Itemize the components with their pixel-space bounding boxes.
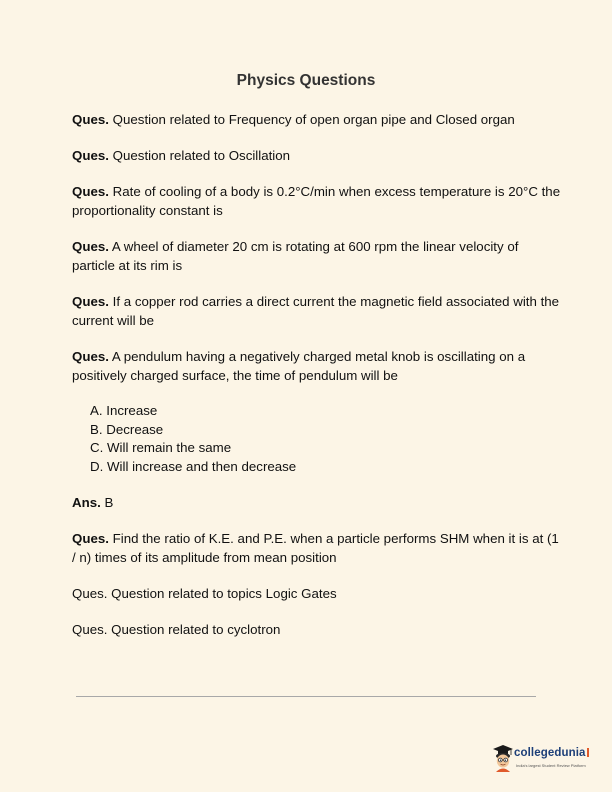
question-text: A pendulum having a negatively charged metal knob is oscillating on a positively charged surface, the time of pendulum will be — [72, 349, 526, 383]
question-6 — [72, 347, 562, 385]
question-3 — [72, 182, 562, 220]
question-label: Ques. — [72, 349, 109, 364]
question-label: Ques. — [72, 531, 109, 546]
question-7 — [72, 529, 562, 567]
question-list — [72, 110, 562, 656]
answer — [72, 493, 562, 512]
question-label: Ques. — [72, 184, 109, 199]
option-a: A. Increase — [90, 403, 158, 418]
option-d: D. Will increase and then decrease — [90, 458, 297, 474]
collegedunia-logo — [492, 742, 602, 778]
question-text: Find the ratio of K.E. and P.E. when a particle performs SHM when it is at (1 / n) times of its amplitude from mean position — [72, 531, 559, 565]
question-4 — [72, 237, 562, 275]
question-9: Ques. Question related to cyclotron — [72, 622, 281, 637]
question-label: Ques. — [72, 239, 109, 254]
question-5 — [72, 292, 562, 330]
answer-value: B — [104, 495, 114, 510]
question-text: Rate of cooling of a body is 0.2°C/min when excess temperature is 20°C the proportionality constant is — [72, 184, 561, 218]
logo-wordmark: collegedunia — [514, 747, 589, 759]
question-1 — [72, 110, 562, 129]
question-text: Question related to Oscillation — [112, 148, 291, 163]
question-label: Ques. — [72, 112, 109, 127]
option-c: C. Will remain the same — [90, 440, 232, 455]
question-label: Ques. — [72, 294, 109, 309]
footer-divider — [76, 696, 536, 697]
answer-label: Ans. — [72, 495, 101, 510]
option-b: B. Decrease — [90, 421, 164, 437]
mascot-icon — [492, 744, 514, 772]
question-8: Ques. Question related to topics Logic Gates — [72, 586, 337, 601]
question-label: Ques. — [72, 148, 109, 163]
page-title: Physics Questions — [236, 72, 376, 89]
answer-options — [90, 402, 562, 476]
question-text: Question related to Frequency of open organ pipe and Closed organ — [112, 112, 515, 127]
question-2 — [72, 146, 562, 165]
question-text: A wheel of diameter 20 cm is rotating at 600 rpm the linear velocity of particle at its rim is — [72, 239, 519, 273]
logo-tagline: India's largest Student Review Platform — [516, 763, 586, 768]
question-text: If a copper rod carries a direct current the magnetic field associated with the current will be — [72, 294, 560, 328]
